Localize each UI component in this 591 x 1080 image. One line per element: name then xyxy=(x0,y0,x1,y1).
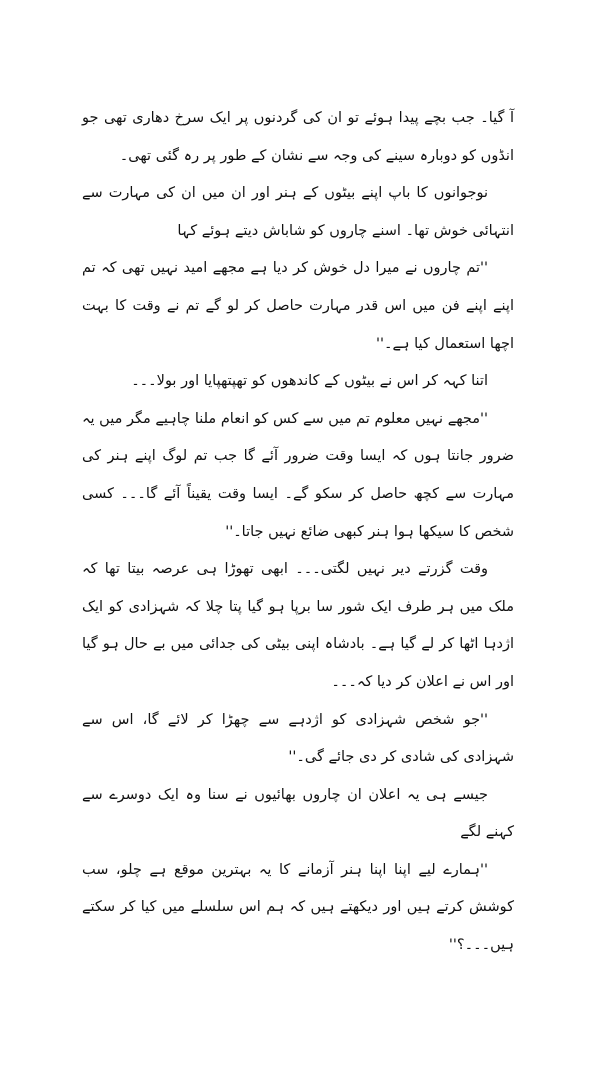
page-text xyxy=(82,100,514,965)
paragraph-1: آ گیا۔ جب بچے پیدا ہوئے تو ان کی گردنوں پر ایک سرخ دھاری تھی جو انڈوں کو دوبارہ سینے کی وجہ سے نشان کے طور پر رہ گئی تھی۔ xyxy=(82,110,514,164)
paragraph-7: ''جو شخص شہزادی کو اژدہے سے چھڑا کر لائے گا، اس سے شہزادی کی شادی کر دی جائے گی۔'' xyxy=(82,711,514,766)
paragraph-6: وقت گزرتے دیر نہیں لگتی۔۔۔ ابھی تھوڑا ہی عرصہ بیتا تھا کہ ملک میں ہر طرف ایک شور سا برپا ہو گیا پتا چلا کہ شہزادی کو ایک اژدہا اٹھا کر لے گیا ہے۔ بادشاہ اپنی بیٹی کی جدائی میں بے حال ہو گیا اور اس نے اعلان کر دیا کہ۔۔۔ xyxy=(82,561,514,690)
paragraph-5: ''مجھے نہیں معلوم تم میں سے کس کو انعام ملنا چاہیے مگر میں یہ ضرور جانتا ہوں کہ ایسا وقت ضرور آئے گا جب تم لوگ اپنے ہنر کی مہارت سے کچھ حاصل کر سکو گے۔ ایسا وقت یقیناً آئے گا۔۔۔ کسی شخص کا سیکھا ہوا ہنر کبھی ضائع نہیں جاتا۔'' xyxy=(82,410,514,540)
paragraph-2: نوجوانوں کا باپ اپنے بیٹوں کے ہنر اور ان میں ان کی مہارت سے انتہائی خوش تھا۔ اسنے چاروں کو شاباش دیتے ہوئے کہا xyxy=(82,185,514,239)
paragraph-3: ''تم چاروں نے میرا دل خوش کر دیا ہے مجھے امید نہیں تھی کہ تم اپنے اپنے فن میں اس قدر مہارت حاصل کر لو گے تم نے وقت کا بہت اچھا استعمال کیا ہے۔'' xyxy=(82,260,514,352)
paragraph-9: ''ہمارے لیے اپنا اپنا ہنر آزمانے کا یہ بہترین موقع ہے چلو، سب کوشش کرتے ہیں اور دیکھتے ہیں کہ ہم اس سلسلے میں کیا کر سکتے ہیں۔۔۔؟'' xyxy=(82,861,514,954)
paragraph-4: اتنا کہہ کر اس نے بیٹوں کے کاندھوں کو تھپتھپایا اور بولا۔۔۔ xyxy=(131,373,488,390)
paragraph-8: جیسے ہی یہ اعلان ان چاروں بھائیوں نے سنا وہ ایک دوسرے سے کہنے لگے xyxy=(82,786,514,841)
